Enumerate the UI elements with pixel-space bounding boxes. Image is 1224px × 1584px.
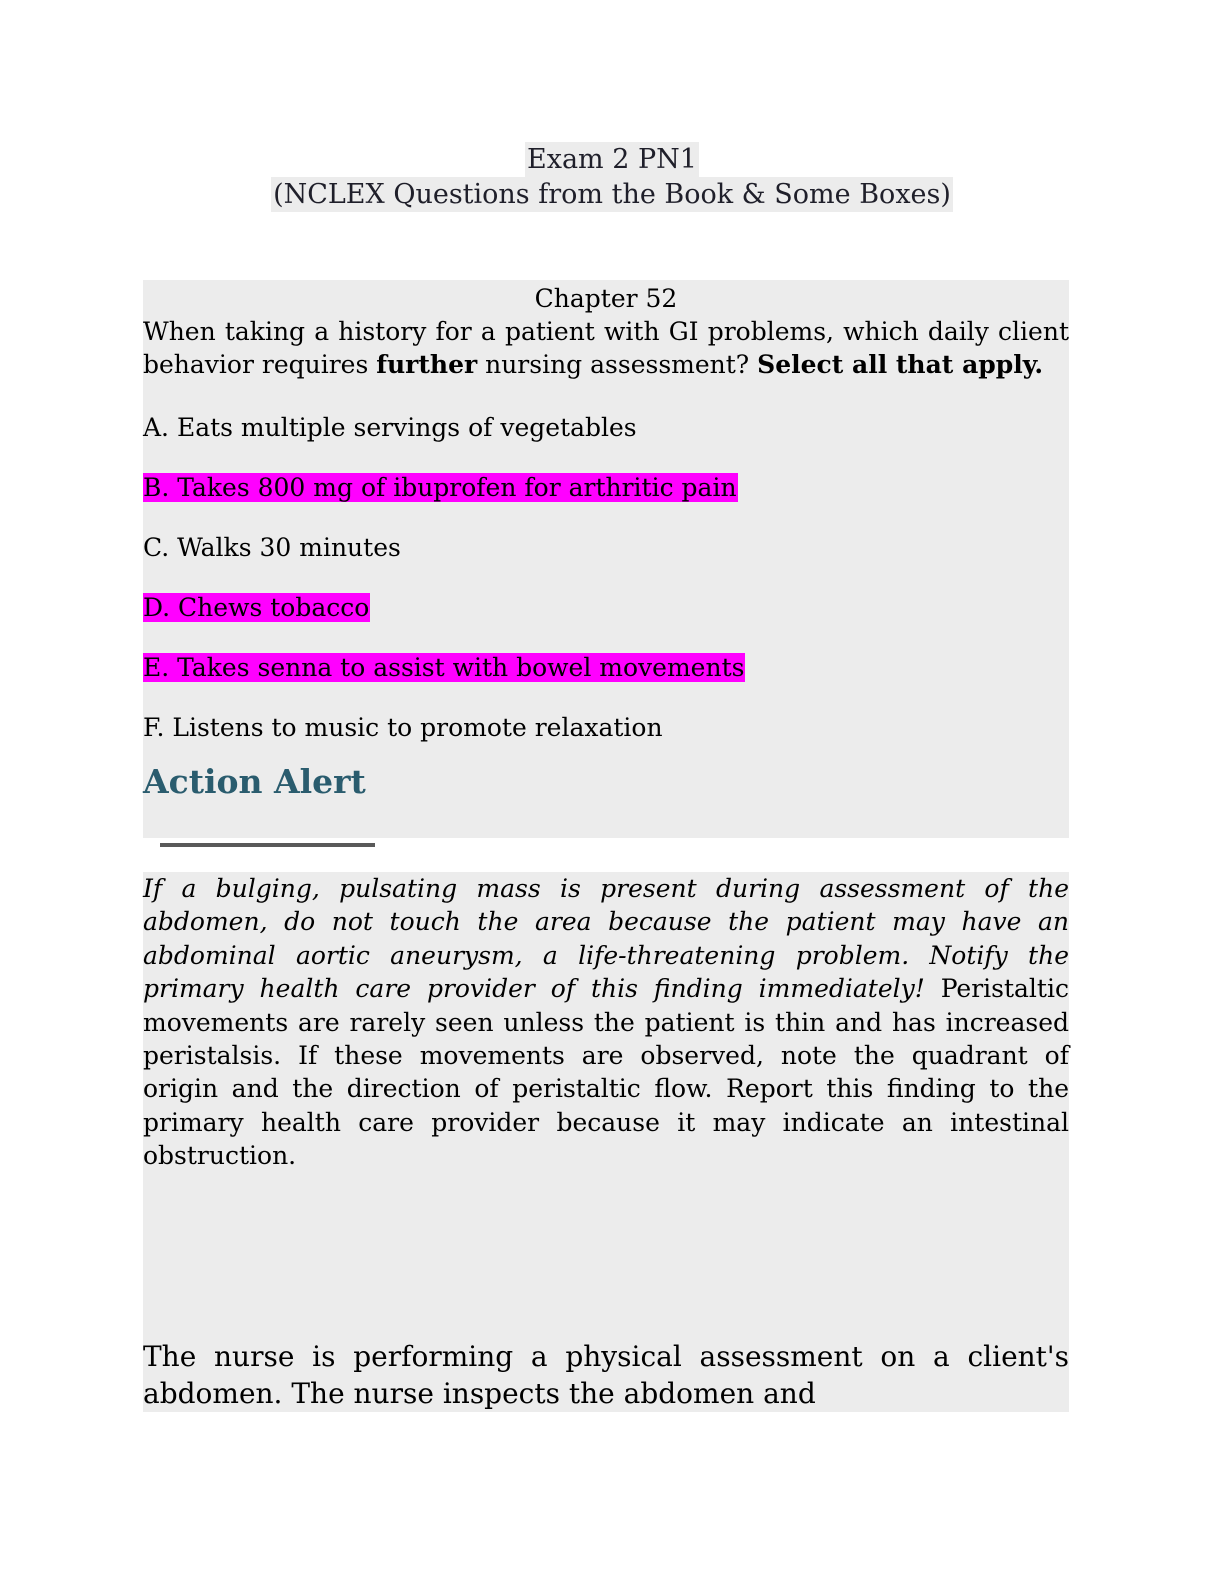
action-alert-box — [143, 872, 1069, 1412]
question-text-part2: nursing assessment? — [477, 350, 758, 379]
heading-underline-divider — [160, 843, 375, 847]
option-e-label: E. Takes senna to assist with bowel movements — [143, 653, 745, 682]
option-f — [143, 711, 1069, 744]
option-a — [143, 411, 1069, 444]
option-f-label: F. Listens to music to promote relaxation — [143, 713, 663, 742]
question-box — [143, 280, 1069, 838]
question-text-part1: When taking a history for a patient with GI problems, which daily client behavior requires — [143, 317, 1069, 379]
option-b — [143, 471, 1069, 504]
option-d-label: D. Chews tobacco — [143, 593, 370, 622]
option-e — [143, 651, 1069, 684]
action-alert-italic-text: If a bulging, pulsating mass is present during assessment of the abdomen, do not touch the area because the patient may have an abdominal aortic aneurysm, a life-threatening problem. Notify the primary health care provider of this finding immediately! — [143, 874, 1069, 1004]
document-title-block — [0, 142, 1224, 212]
option-a-label: A. Eats multiple servings of vegetables — [143, 413, 637, 442]
option-d — [143, 591, 1069, 624]
document-title: Exam 2 PN1 — [527, 144, 697, 175]
next-question-text: The nurse is performing a physical assessment on a client's abdomen. The nurse inspects the abdomen and — [143, 1340, 1069, 1410]
action-alert-text — [143, 872, 1069, 1173]
action-alert-heading: Action Alert — [143, 762, 366, 801]
question-emphasis-further: further — [376, 350, 478, 379]
document-subtitle: (NCLEX Questions from the Book & Some Boxes) — [273, 179, 951, 210]
option-b-label: B. Takes 800 mg of ibuprofen for arthritic pain — [143, 473, 737, 502]
question-text — [143, 315, 1069, 381]
action-alert-body-text: Peristaltic movements are rarely seen unless the patient is thin and has increased peristalsis. If these movements are observed, note the quadrant of origin and the direction of peristaltic flow. Report this finding to the primary health care provider because it may indicate an intestinal obstruction. — [143, 974, 1069, 1171]
chapter-heading: Chapter 52 — [534, 284, 678, 313]
option-c-label: C. Walks 30 minutes — [143, 533, 401, 562]
option-c — [143, 531, 1069, 564]
question-select-all: Select all that apply. — [757, 350, 1044, 379]
